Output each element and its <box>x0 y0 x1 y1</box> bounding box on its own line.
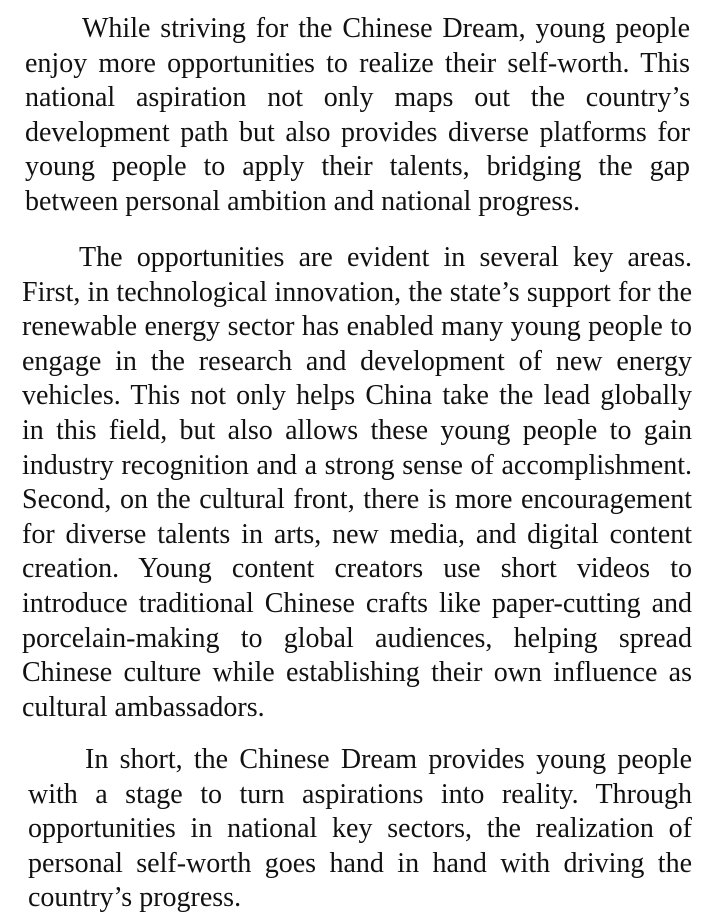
paragraph-opportunities: The opportunities are evident in several key areas. First, in technological innovation, the state’s support for the renewable energy sector has enabled many young people to engage in the research and development of new energy vehicles. This not only helps China take the lead globally in this field, but also allows these young people to gain industry recognition and a strong sense of accomplishment. Second, on the cultural front, there is more encouragement for diverse talents in arts, new media, and digital content creation. Young content creators use short videos to introduce traditional Chinese crafts like paper-cutting and porcelain-making to global audiences, helping spread Chinese culture while establishing their own influence as cultural ambassadors. <box>22 242 692 723</box>
paragraph-conclusion: In short, the Chinese Dream provides young people with a stage to turn aspirations into reality. Through opportunities in national key sectors, the realization of personal self-worth goes hand in hand with driving the country’s progress. <box>28 744 692 914</box>
paragraph-intro: While striving for the Chinese Dream, young people enjoy more opportunities to realize their self-worth. This national aspiration not only maps out the country’s development path but also provides diverse platforms for young people to apply their talents, bridging the gap between personal ambition and national progress. <box>25 13 690 217</box>
